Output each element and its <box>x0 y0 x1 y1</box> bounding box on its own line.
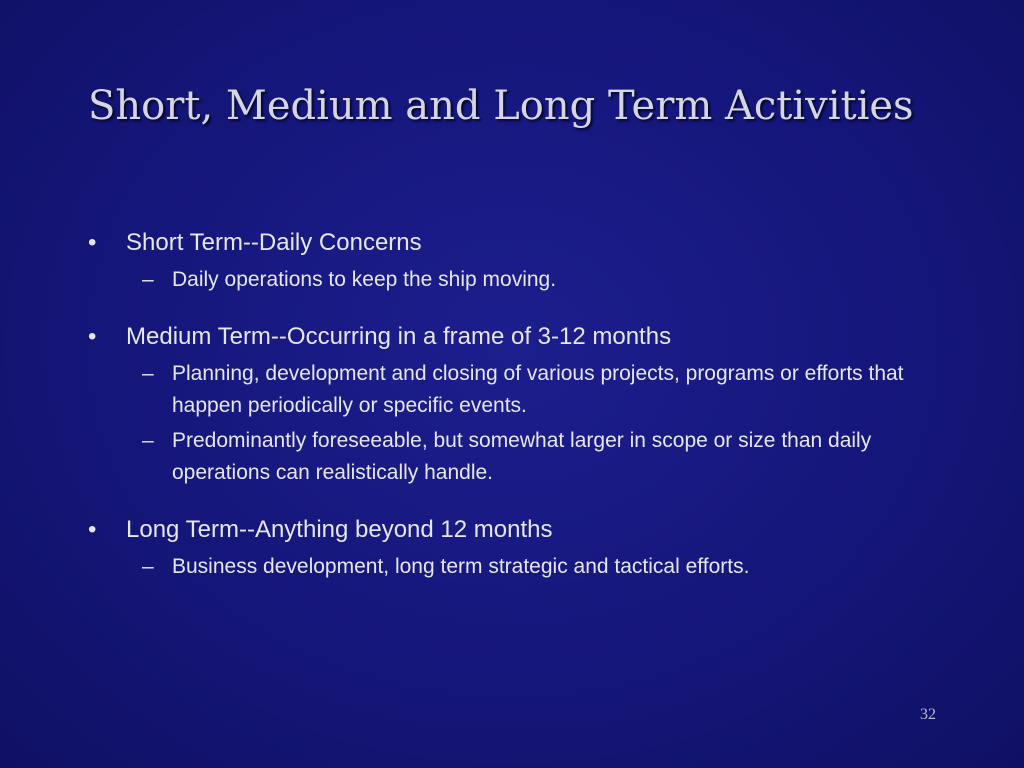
sub-bullet-text: Planning, development and closing of various projects, programs or efforts that happen periodically or specific events. <box>172 362 904 417</box>
page-number: 32 <box>920 706 936 723</box>
bullet-list <box>88 226 958 607</box>
sub-bullet-item <box>126 358 958 422</box>
dash-icon: – <box>142 429 154 452</box>
bullet-text: Long Term--Anything beyond 12 months <box>126 516 553 543</box>
sub-bullet-list <box>126 264 958 296</box>
sub-bullet-text: Daily operations to keep the ship moving. <box>172 268 557 291</box>
sub-bullet-list <box>126 358 958 489</box>
bullet-dot-icon: • <box>88 229 97 256</box>
dash-icon: – <box>142 362 154 385</box>
slide-title: Short, Medium and Long Term Activities <box>88 83 914 129</box>
bullet-dot-icon: • <box>88 516 97 543</box>
dash-icon: – <box>142 268 154 291</box>
sub-bullet-text: Predominantly foreseeable, but somewhat larger in scope or size than daily operations can realistically handle. <box>172 429 872 484</box>
bullet-text: Medium Term--Occurring in a frame of 3-12 months <box>126 323 672 350</box>
bullet-item-medium-term <box>88 320 958 489</box>
sub-bullet-item <box>126 551 958 583</box>
sub-bullet-item <box>126 425 958 489</box>
bullet-item-short-term <box>88 226 958 296</box>
bullet-item-long-term <box>88 513 958 583</box>
dash-icon: – <box>142 555 154 578</box>
sub-bullet-list <box>126 551 958 583</box>
sub-bullet-item <box>126 264 958 296</box>
sub-bullet-text: Business development, long term strategic and tactical efforts. <box>172 555 750 578</box>
bullet-dot-icon: • <box>88 323 97 350</box>
bullet-text: Short Term--Daily Concerns <box>126 229 422 256</box>
